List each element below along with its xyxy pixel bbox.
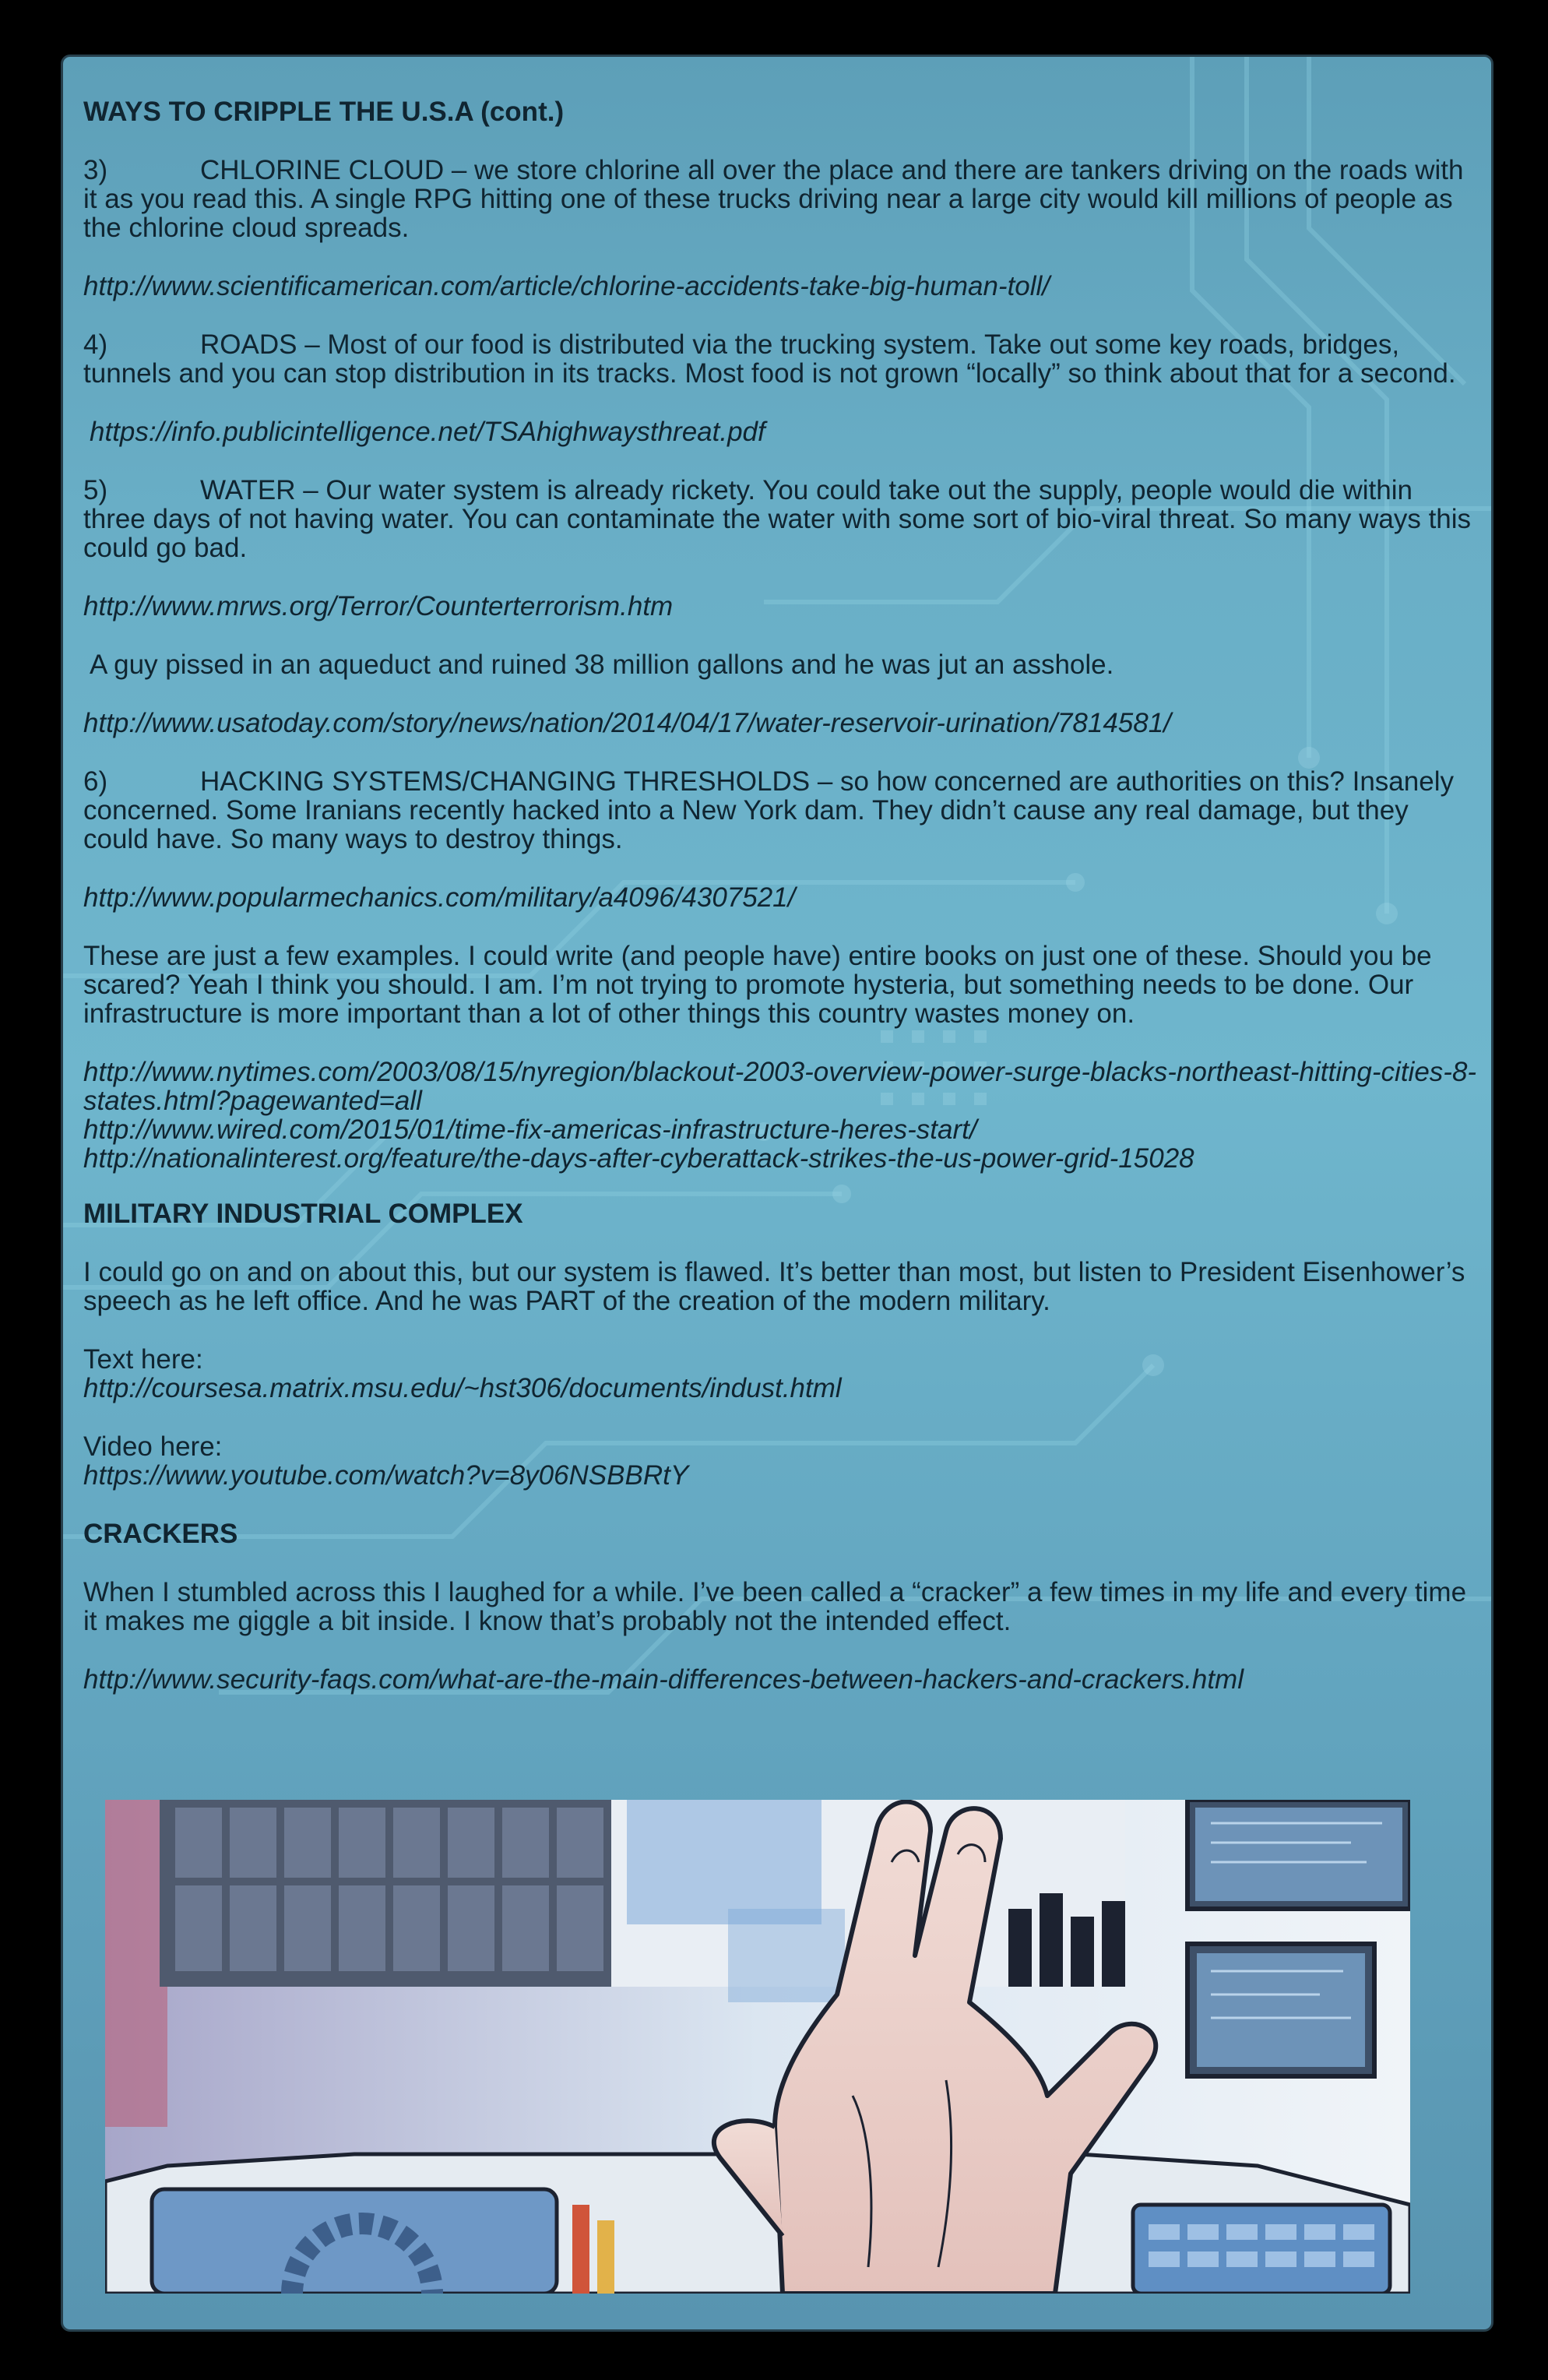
heading-military-industrial-complex: MILITARY INDUSTRIAL COMPLEX: [83, 1199, 523, 1229]
item-4-link[interactable]: https://info.publicintelligence.net/TSAhighwaysthreat.pdf: [90, 417, 765, 447]
article-body: [83, 97, 1477, 1694]
item-5-note: A guy pissed in an aqueduct and ruined 38 million gallons and he was jut an asshole.: [90, 650, 1114, 680]
item-5-text: WATER – Our water system is already rickety. You could take out the supply, people would die within three days of not having water. You can contaminate the water with some sort of bio-viral threat. So many ways this could go bad.: [83, 475, 1472, 563]
item-5-note-link[interactable]: http://www.usatoday.com/story/news/nation/2014/04/17/water-reservoir-urination/7814581/: [83, 708, 1171, 738]
heading-ways-to-cripple: WAYS TO CRIPPLE THE U.S.A (cont.): [83, 97, 565, 127]
crackers-link[interactable]: http://www.security-faqs.com/what-are-the-main-differences-between-hackers-and-crackers.html: [83, 1664, 1244, 1695]
mic-text: I could go on and on about this, but our system is flawed. It’s better than most, but listen to President Eisenhower’s speech as he left office. And he was PART of the creation of the modern military.: [83, 1257, 1465, 1316]
item-3-chlorine: [83, 156, 1477, 242]
comic-panel-hand-on-keyboard: [105, 1800, 1410, 2294]
item-4-roads: [83, 330, 1477, 388]
heading-crackers: CRACKERS: [83, 1519, 238, 1549]
crackers-text: When I stumbled across this I laughed for a while. I’ve been called a “cracker” a few times in my life and every time it makes me giggle a bit inside. I know that’s probably not the intended effect.: [83, 1577, 1467, 1636]
item-4-number: 4): [83, 329, 108, 360]
item-3-link[interactable]: http://www.scientificamerican.com/article/chlorine-accidents-take-big-human-toll/: [83, 271, 1050, 301]
video-here-link[interactable]: https://www.youtube.com/watch?v=8y06NSBBRtY: [83, 1460, 689, 1491]
hand-on-keyboard-illustration: [105, 1800, 1410, 2294]
item-6-link[interactable]: http://www.popularmechanics.com/military/a4096/4307521/: [83, 882, 796, 913]
summary-link-nytimes[interactable]: http://www.nytimes.com/2003/08/15/nyregion/blackout-2003-overview-power-surge-blacks-northeast-hitting-cities-8-states.html?pagewanted=all: [83, 1057, 1477, 1116]
item-3-number: 3): [83, 155, 108, 185]
item-6-number: 6): [83, 766, 108, 797]
item-3-text: CHLORINE CLOUD – we store chlorine all over the place and there are tankers driving on the roads with it as you read this. A single RPG hitting one of these trucks driving near a large city would kill millions of people as the chlorine cloud spreads.: [83, 155, 1464, 243]
item-6-text: HACKING SYSTEMS/CHANGING THRESHOLDS – so how concerned are authorities on this? Insanely concerned. Some Iranians recently hacked into a New York dam. They didn’t cause any real damage, but they could have. So many ways to destroy things.: [83, 766, 1454, 854]
item-6-hacking: [83, 767, 1477, 854]
summary-text: These are just a few examples. I could write (and people have) entire books on just one of these. Should you be scared? Yeah I think you should. I am. I’m not trying to promote hysteria, but something needs to be done. Our infrastructure is more important than a lot of other things this country wastes money on.: [83, 941, 1432, 1029]
text-here-link[interactable]: http://coursesa.matrix.msu.edu/~hst306/documents/indust.html: [83, 1373, 842, 1403]
summary-link-wired[interactable]: http://www.wired.com/2015/01/time-fix-americas-infrastructure-heres-start/: [83, 1114, 977, 1145]
item-5-water: [83, 476, 1477, 562]
video-here-label: Video here:: [83, 1431, 223, 1462]
text-here-label: Text here:: [83, 1344, 203, 1375]
summary-link-nationalinterest[interactable]: http://nationalinterest.org/feature/the-days-after-cyberattack-strikes-the-us-power-grid-15028: [83, 1143, 1194, 1174]
item-5-number: 5): [83, 475, 108, 505]
item-4-text: ROADS – Most of our food is distributed via the trucking system. Take out some key roads, bridges, tunnels and you can stop distribution in its tracks. Most food is not grown “locally” so think about that for a second.: [83, 329, 1456, 389]
item-5-link[interactable]: http://www.mrws.org/Terror/Counterterrorism.htm: [83, 591, 674, 621]
article-page: [61, 55, 1493, 2332]
